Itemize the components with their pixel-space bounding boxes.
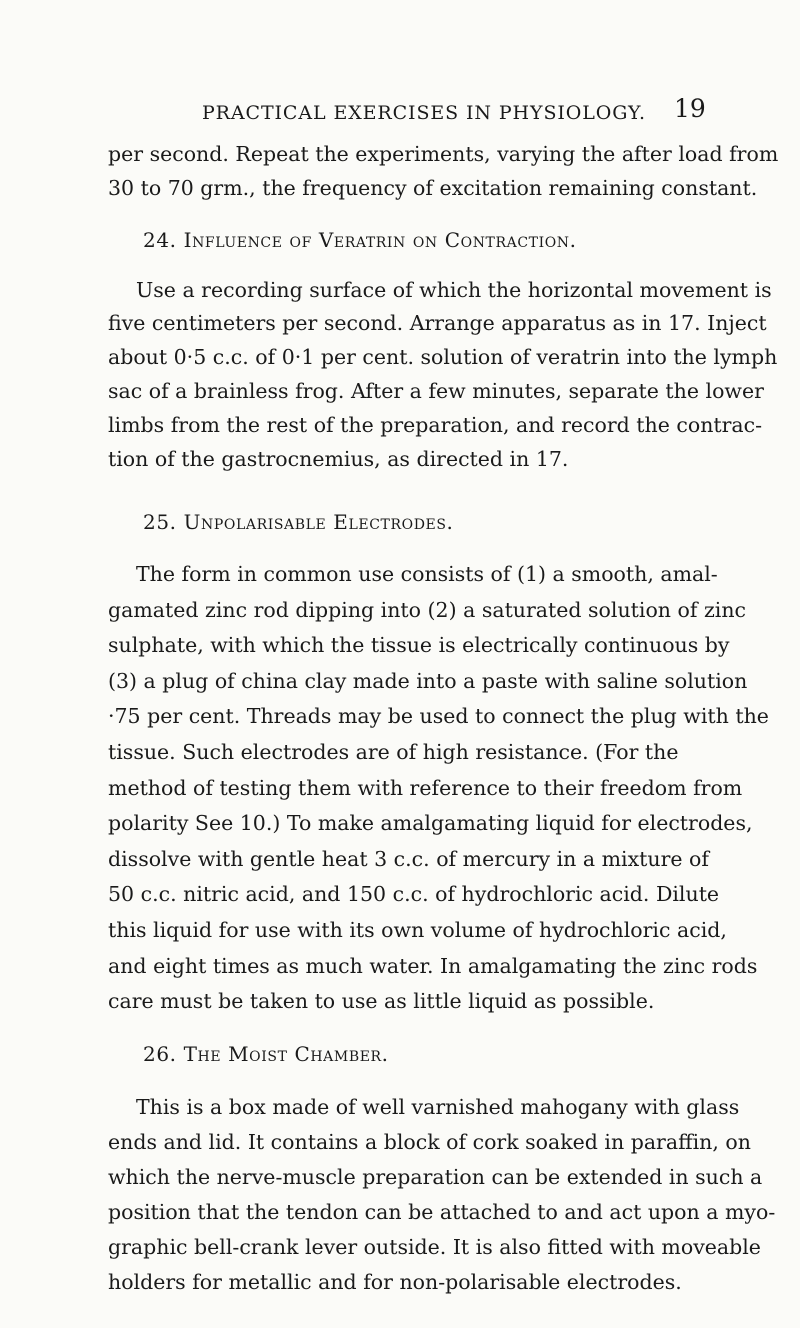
section-heading: 25. Unpolarisable Electrodes. xyxy=(143,510,454,534)
text-line: which the nerve-muscle preparation can be extended in such a xyxy=(108,1165,763,1189)
text-line: method of testing them with reference to their freedom from xyxy=(108,776,743,800)
text-line: about 0·5 c.c. of 0·1 per cent. solution of veratrin into the lymph xyxy=(108,345,778,369)
text-line: This is a box made of well varnished mahogany with glass xyxy=(136,1095,740,1119)
page-number: 19 xyxy=(674,94,706,123)
text-line: five centimeters per second. Arrange apparatus as in 17. Inject xyxy=(108,311,767,335)
text-line: 30 to 70 grm., the frequency of excitation remaining constant. xyxy=(108,176,758,200)
running-header xyxy=(0,94,800,132)
text-line: The form in common use consists of (1) a smooth, amal- xyxy=(136,562,718,586)
text-line: 50 c.c. nitric acid, and 150 c.c. of hydrochloric acid. Dilute xyxy=(108,882,720,906)
text-line: this liquid for use with its own volume of hydrochloric acid, xyxy=(108,918,727,942)
text-line: position that the tendon can be attached to and act upon a myo- xyxy=(108,1200,776,1224)
text-line: tion of the gastrocnemius, as directed in 17. xyxy=(108,447,569,471)
text-line: sulphate, with which the tissue is electrically continuous by xyxy=(108,633,730,657)
text-line: holders for metallic and for non-polarisable electrodes. xyxy=(108,1270,682,1294)
running-title: PRACTICAL EXERCISES IN PHYSIOLOGY. xyxy=(202,102,646,124)
text-line: dissolve with gentle heat 3 c.c. of mercury in a mixture of xyxy=(108,847,709,871)
text-line: Use a recording surface of which the horizontal movement is xyxy=(136,278,772,302)
text-line: and eight times as much water. In amalgamating the zinc rods xyxy=(108,954,758,978)
section-heading: 26. The Moist Chamber. xyxy=(143,1042,389,1066)
text-line: per second. Repeat the experiments, varying the after load from xyxy=(108,142,779,166)
text-line: (3) a plug of china clay made into a paste with saline solution xyxy=(108,669,748,693)
text-line: sac of a brainless frog. After a few minutes, separate the lower xyxy=(108,379,764,403)
text-line: care must be taken to use as little liquid as possible. xyxy=(108,989,655,1013)
text-line: graphic bell-crank lever outside. It is also fitted with moveable xyxy=(108,1235,761,1259)
text-line: gamated zinc rod dipping into (2) a saturated solution of zinc xyxy=(108,598,747,622)
section-heading: 24. Influence of Veratrin on Contraction. xyxy=(143,228,577,252)
text-line: ends and lid. It contains a block of cork soaked in paraffin, on xyxy=(108,1130,751,1154)
text-line: limbs from the rest of the preparation, and record the contrac- xyxy=(108,413,763,437)
text-line: ·75 per cent. Threads may be used to connect the plug with the xyxy=(108,704,769,728)
text-line: tissue. Such electrodes are of high resistance. (For the xyxy=(108,740,679,764)
text-line: polarity See 10.) To make amalgamating liquid for electrodes, xyxy=(108,811,753,835)
